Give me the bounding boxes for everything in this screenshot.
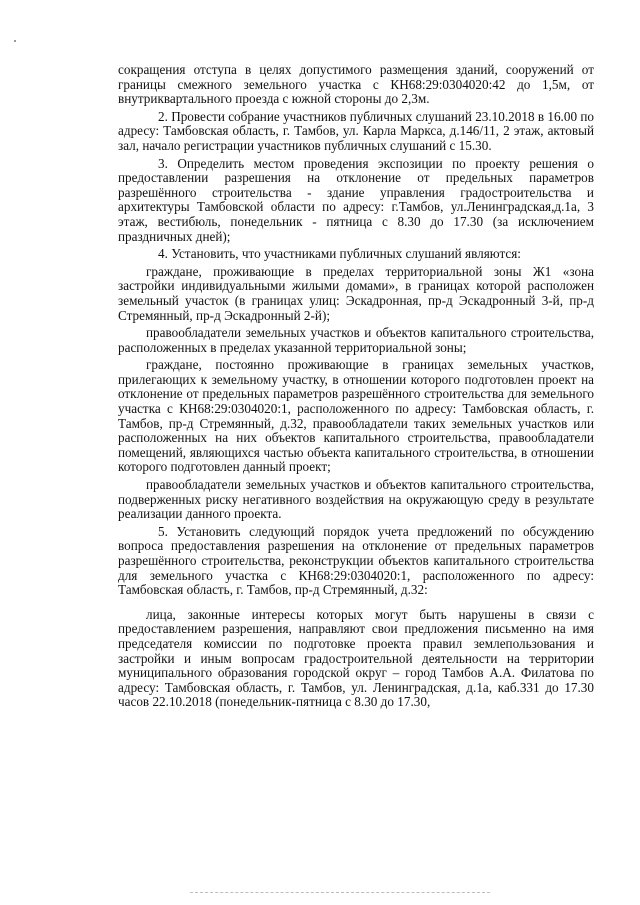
scan-speck bbox=[14, 40, 16, 42]
document-body bbox=[118, 63, 594, 713]
paragraph-item-3: 3. Определить местом проведения экспозиции по проекту решения о предоставлении разрешения на отклонение от предельных параметров разрешённого строительства - здание управления градостроительства и архитектуры Тамбовской области по адресу: г.Тамбов, ул.Ленинградская,д.1а, 3 этаж, вестибюль, понедельник - пятница с 8.30 до 17.30 (за исключением праздничных дней); bbox=[118, 155, 594, 244]
paragraph-item-2: 2. Провести собрание участников публичных слушаний 23.10.2018 в 16.00 по адресу: Тамбовская область, г. Тамбов, ул. Карла Маркса, д.146/11, 2 этаж, актовый зал, начало регистрации участников публичных слушаний с 15.30. bbox=[118, 108, 594, 153]
paragraph-participants-residents: граждане, проживающие в пределах территориальной зоны Ж1 «зона застройки индивидуальными жилыми домами», в границах которой расположен земельный участок (в границах улиц: Эскадронная, пр-д Эскадронный 3-й, пр-д Стремянный, пр-д Эскадронный 2-й); bbox=[118, 263, 594, 323]
paragraph-proposals: лица, законные интересы которых могут быть нарушены в связи с предоставлением разрешения, направляют свои предложения письменно на имя председателя комиссии по подготовке проекта правил землепользования и застройки и иным вопросам градостроительной деятельности на территории муниципального образования городской округ – город Тамбов А.А. Филатова по адресу: Тамбовская область, г. Тамбов, ул. Ленинградская, д.1а, каб.331 до 17.30 часов 22.10.2018 (понедельник-пятница с 8.30 до 17.30, bbox=[118, 606, 594, 710]
paragraph-item-5: 5. Установить следующий порядок учета предложений по обсуждению вопроса предоставления разрешения на отклонение от предельных параметров разрешённого строительства, реконструкции объектов капитального строительства для земельного участка с КН68:29:0304020:1, расположенного по адресу: Тамбовская область, г. Тамбов, пр-д Стремянный, д.32: bbox=[118, 523, 594, 598]
paragraph-continuation: сокращения отступа в целях допустимого размещения зданий, сооружений от границы смежного земельного участка с КН68:29:0304020:42 до 1,5м, от внутриквартального проезда с южной стороны до 2,3м. bbox=[118, 62, 594, 107]
paragraph-participants-adjacent: граждане, постоянно проживающие в границах земельных участков, прилегающих к земельному участку, в отношении которого подготовлен проект на отклонение от предельных параметров разрешённого строительства для земельного участка с КН68:29:0304020:1, расположенного по адресу: Тамбовская область, г. Тамбов, пр-д Стремянный, д.32, правообладатели таких земельных участков или расположенных на них объектов капитального строительства, правообладатели помещений, являющихся частью объекта капитального строительства, в отношении которого подготовлен данный проект; bbox=[118, 357, 594, 475]
paragraph-item-4: 4. Установить, что участниками публичных слушаний являются: bbox=[158, 246, 521, 262]
footer-rule bbox=[190, 892, 490, 893]
paragraph-participants-owners: правообладатели земельных участков и объектов капитального строительства, расположенных в пределах указанной территориальной зоны; bbox=[118, 325, 594, 355]
paragraph-participants-risk: правообладатели земельных участков и объектов капитального строительства, подверженных риску негативного воздействия на окружающую среду в результате реализации данного проекта. bbox=[118, 477, 594, 522]
